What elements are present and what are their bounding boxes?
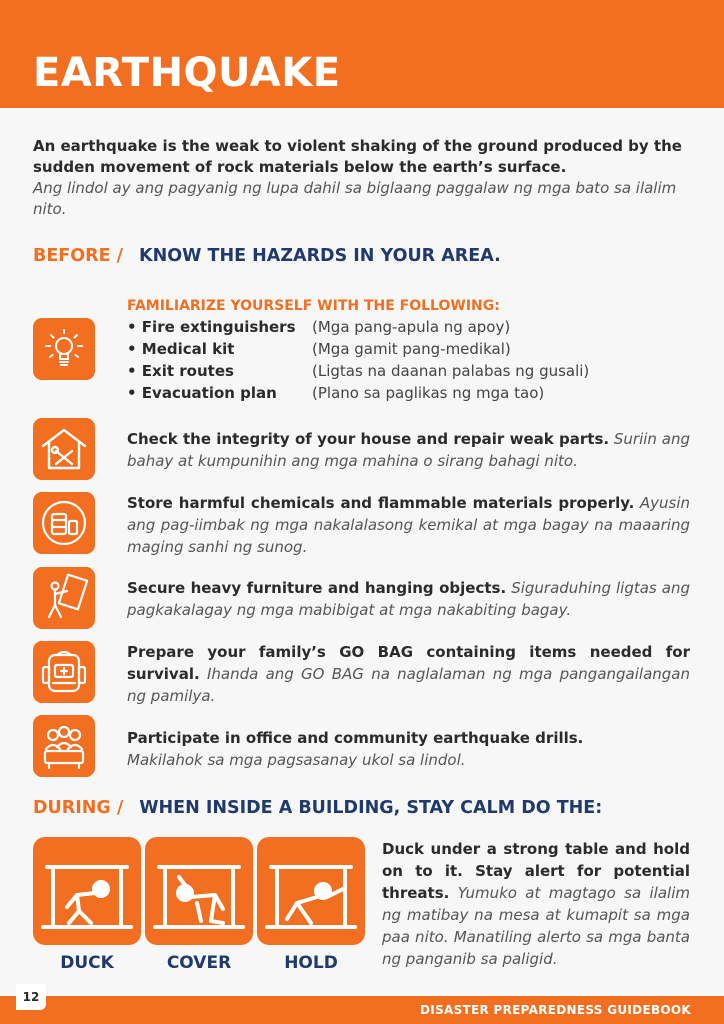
list-item: • Fire extinguishers (Mga pang-apula ng apoy) (127, 318, 511, 336)
header-banner (0, 0, 724, 108)
before-heading (33, 246, 501, 266)
during-instructions: Duck under a strong table and hold on to it. Stay alert for potential threats. Yumuko at magtago sa ilalim ng matibay na mesa at kumapit sa mga paa nito. Manatiling alerto sa mga banta ng panganib sa paligid. (382, 840, 690, 968)
familiarize-title: FAMILIARIZE YOURSELF WITH THE FOLLOWING: (127, 298, 500, 314)
list-item: • Medical kit (Mga gamit pang-medikal) (127, 340, 511, 358)
secure-furniture-icon (33, 567, 95, 629)
intro-tagalog: Ang lindol ay ang pagyanig ng lupa dahil sa biglaang paggalaw ng mga bato sa ilalim nito. (33, 179, 677, 218)
intro-paragraph (33, 136, 695, 220)
intro-english: An earthquake is the weak to violent shaking of the ground produced by the sudden movement of rock materials below the earth’s surface. (33, 137, 682, 176)
tip-house-integrity: Check the integrity of your house and repair weak parts. Suriin ang bahay at kumpunihin ang mga mahina o sirang bahagi nito. (127, 430, 690, 470)
during-heading (33, 798, 602, 818)
guidebook-title: DISASTER PREPAREDNESS GUIDEBOOK (420, 1003, 691, 1017)
list-item: • Evacuation plan (Plano sa paglikas ng mga tao) (127, 384, 545, 402)
lightbulb-icon (33, 318, 95, 380)
tip-go-bag: Prepare your family’s GO BAG containing items needed for survival. Ihanda ang GO BAG na naglalaman ng mga pangangailangan ng pamilya. (127, 643, 690, 705)
page-title: EARTHQUAKE (33, 50, 341, 96)
house-repair-icon (33, 418, 95, 480)
duck-icon (33, 837, 141, 945)
go-bag-icon (33, 641, 95, 703)
cover-icon (145, 837, 253, 945)
hold-icon (257, 837, 365, 945)
tip-secure-furniture: Secure heavy furniture and hanging objects. Siguraduhing ligtas ang pagkakalagay ng mga mabibigat at mga nakabiting bagay. (127, 579, 690, 619)
familiarize-list (127, 296, 707, 404)
list-item: • Exit routes (Ligtas na daanan palabas ng gusali) (127, 362, 590, 380)
before-title: KNOW THE HAZARDS IN YOUR AREA. (139, 246, 501, 266)
community-drill-icon (33, 715, 95, 777)
during-title: WHEN INSIDE A BUILDING, STAY CALM DO THE: (139, 798, 603, 818)
tip-earthquake-drills: Participate in office and community earthquake drills. Makilahok sa mga pagsasanay ukol sa lindol. (127, 729, 584, 769)
cover-label: COVER (166, 953, 232, 973)
hold-label: HOLD (284, 953, 338, 973)
duck-label: DUCK (60, 953, 114, 973)
before-tag: BEFORE / (33, 246, 124, 266)
chemical-barrels-icon (33, 492, 95, 554)
during-tag: DURING / (33, 798, 124, 818)
tip-store-chemicals: Store harmful chemicals and flammable materials properly. Ayusin ang pag-iimbak ng mga nakalalasong kemikal at mga bagay na maaaring maging sanhi ng sunog. (127, 494, 690, 556)
page-number: 12 (16, 984, 46, 1010)
